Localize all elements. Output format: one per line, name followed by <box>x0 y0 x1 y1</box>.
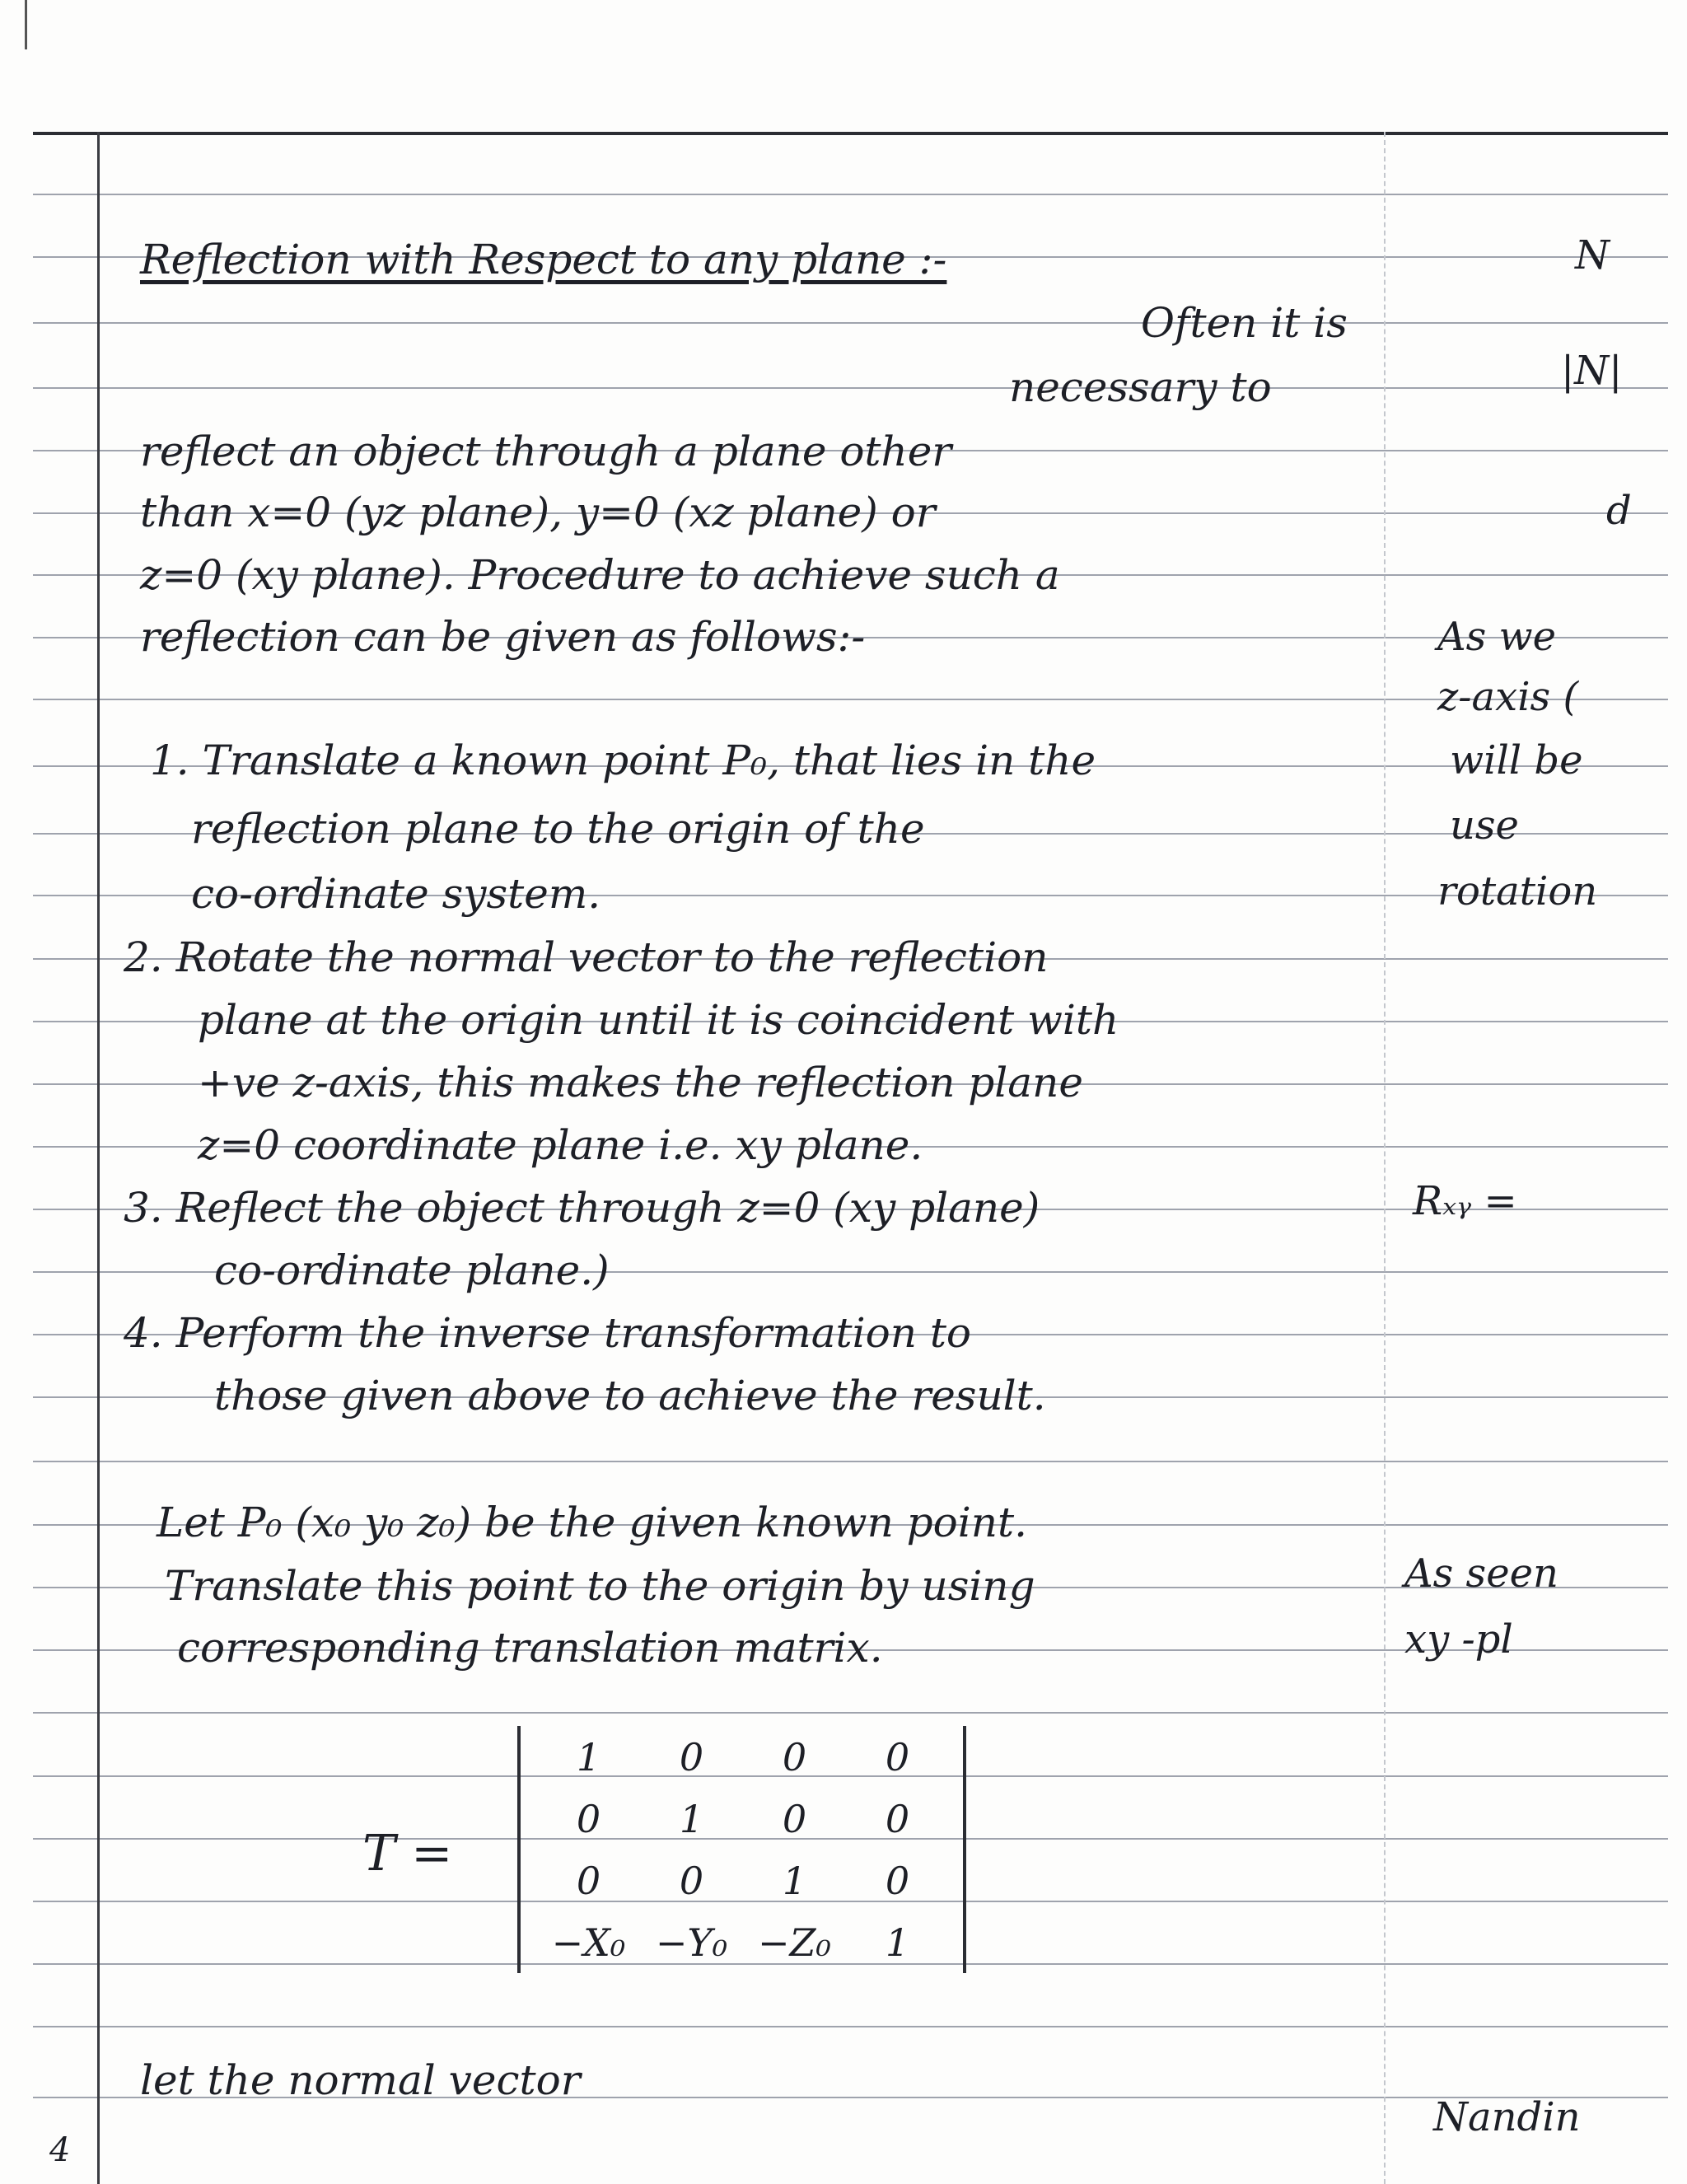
top-rule <box>33 132 1668 135</box>
normal-vector-line: let the normal vector <box>140 2056 581 2104</box>
ruled-line <box>33 2026 1668 2027</box>
step-line: 1. Translate a known point P₀, that lies in the <box>150 737 1096 784</box>
margin-page-number: 4 <box>49 2131 71 2169</box>
side-note: Rₓᵧ = <box>1413 1178 1517 1224</box>
side-note: xy -pl <box>1404 1616 1513 1663</box>
side-note: use <box>1450 802 1519 849</box>
side-note: As we <box>1437 614 1557 660</box>
side-note: |N| <box>1561 348 1623 394</box>
intro-line: z=0 (xy plane). Procedure to achieve such a <box>140 551 1060 599</box>
matrix-cell: 0 <box>782 1734 807 1779</box>
side-note: d <box>1606 488 1632 534</box>
page-fold-divider <box>1384 132 1386 2184</box>
notes-title: Reflection with Respect to any plane :- <box>140 236 947 283</box>
matrix-cell: 0 <box>885 1858 910 1903</box>
point-line: Translate this point to the origin by using <box>165 1562 1035 1610</box>
matrix-cell: 1 <box>679 1796 704 1841</box>
side-note: rotation <box>1437 868 1598 914</box>
step-line: 4. Perform the inverse transformation to <box>124 1309 972 1357</box>
side-note: N <box>1575 232 1610 278</box>
matrix-cell: −Z₀ <box>758 1920 831 1965</box>
step-line: co-ordinate plane.) <box>214 1246 610 1294</box>
side-note: Nandin <box>1433 2094 1581 2140</box>
ruled-line <box>33 1461 1668 1462</box>
matrix-cell: 0 <box>576 1796 601 1841</box>
step-line: z=0 coordinate plane i.e. xy plane. <box>198 1121 923 1169</box>
matrix-cell: 1 <box>576 1734 601 1779</box>
translation-matrix <box>517 1726 966 1973</box>
ruled-line <box>33 322 1668 324</box>
matrix-cell: 0 <box>679 1858 704 1903</box>
matrix-cell: 0 <box>885 1734 910 1779</box>
step-line: those given above to achieve the result. <box>214 1372 1046 1419</box>
matrix-cell: 0 <box>782 1796 807 1841</box>
ruled-line <box>33 1712 1668 1714</box>
matrix-cell: −Y₀ <box>655 1920 728 1965</box>
step-line: +ve z-axis, this makes the reflection plane <box>198 1059 1083 1106</box>
side-note: As seen <box>1404 1550 1558 1597</box>
point-line: Let P₀ (x₀ y₀ z₀) be the given known point. <box>157 1499 1027 1546</box>
matrix-cell: 1 <box>885 1920 910 1965</box>
step-line: reflection plane to the origin of the <box>191 805 925 853</box>
point-line: corresponding translation matrix. <box>177 1624 883 1672</box>
side-note: will be <box>1450 737 1583 783</box>
intro-line: necessary to <box>1009 363 1272 411</box>
matrix-cell: 0 <box>885 1796 910 1841</box>
intro-line: Often it is <box>1141 299 1348 347</box>
side-note: z-axis ( <box>1437 674 1579 720</box>
intro-line: reflect an object through a plane other <box>140 428 952 475</box>
matrix-cell: 0 <box>576 1858 601 1903</box>
matrix-label: T = <box>362 1825 453 1882</box>
matrix-cell: 0 <box>679 1734 704 1779</box>
step-line: plane at the origin until it is coincident with <box>198 996 1119 1044</box>
step-line: 3. Reflect the object through z=0 (xy plane) <box>124 1184 1040 1232</box>
intro-line: reflection can be given as follows:- <box>140 613 866 661</box>
margin-line <box>97 132 100 2184</box>
intro-line: than x=0 (yz plane), y=0 (xz plane) or <box>140 489 936 536</box>
ruled-line <box>33 387 1668 389</box>
step-line: co-ordinate system. <box>191 870 601 918</box>
ruled-line <box>33 699 1668 700</box>
ruled-line <box>33 194 1668 195</box>
matrix-cell: 1 <box>782 1858 807 1903</box>
scan-edge-mark <box>25 0 27 49</box>
matrix-cell: −X₀ <box>551 1920 626 1965</box>
step-line: 2. Rotate the normal vector to the reflection <box>124 933 1049 981</box>
